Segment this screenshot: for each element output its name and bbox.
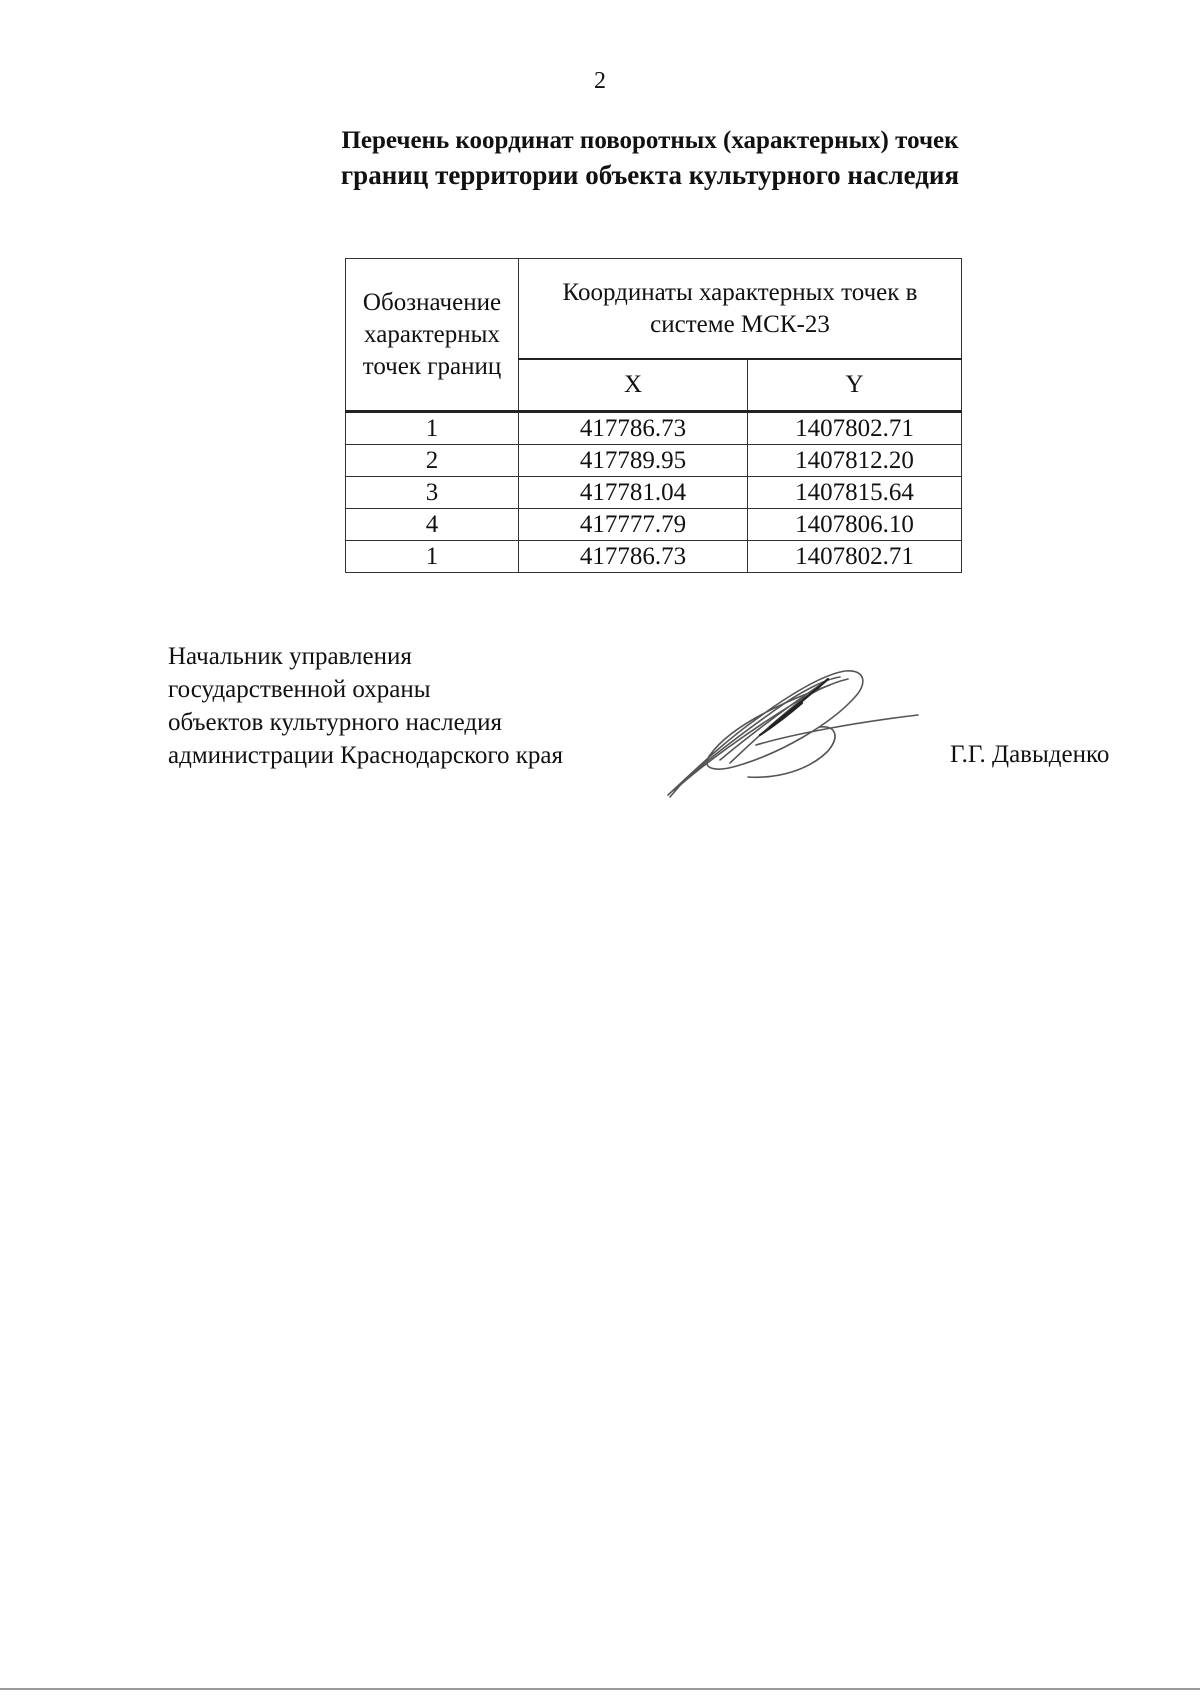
cell-x: 417786.73 xyxy=(519,412,748,445)
cell-point: 1 xyxy=(346,412,519,445)
cell-point: 1 xyxy=(346,541,519,573)
position-line: Начальник управления xyxy=(168,643,412,670)
title-line-1: Перечень координат поворотных (характерных) точек xyxy=(341,127,959,154)
table-row xyxy=(346,477,962,509)
cell-point: 2 xyxy=(346,445,519,477)
title-line-2: границ территории объекта культурного наследия xyxy=(340,160,960,190)
table-row xyxy=(346,509,962,541)
handwritten-signature xyxy=(660,665,920,805)
header-designation: Обозначение характерных точек границ xyxy=(346,259,519,412)
header-y: Y xyxy=(748,359,962,412)
position-line: администрации Краснодарского края xyxy=(168,742,564,769)
signer-name: Г.Г. Давыденко xyxy=(950,741,1110,768)
cell-y: 1407812.20 xyxy=(748,445,962,477)
table-row xyxy=(346,541,962,573)
table-row xyxy=(346,445,962,477)
cell-point: 4 xyxy=(346,509,519,541)
cell-y: 1407802.71 xyxy=(748,412,962,445)
position-line: объектов культурного наследия xyxy=(168,709,502,736)
header-x: X xyxy=(519,359,748,412)
coordinates-table xyxy=(345,258,962,573)
page-number: 2 xyxy=(594,68,606,94)
header-coordinates: Координаты характерных точек в системе МСК-23 xyxy=(519,259,962,360)
cell-x: 417777.79 xyxy=(519,509,748,541)
document-title xyxy=(200,124,1100,192)
cell-point: 3 xyxy=(346,477,519,509)
cell-x: 417786.73 xyxy=(519,541,748,573)
cell-y: 1407802.71 xyxy=(748,541,962,573)
cell-y: 1407815.64 xyxy=(748,477,962,509)
position-line: государственной охраны xyxy=(168,676,431,703)
table-row xyxy=(346,412,962,445)
cell-x: 417781.04 xyxy=(519,477,748,509)
cell-x: 417789.95 xyxy=(519,445,748,477)
page-bottom-rule xyxy=(0,1688,1200,1690)
cell-y: 1407806.10 xyxy=(748,509,962,541)
signer-position xyxy=(168,640,563,772)
